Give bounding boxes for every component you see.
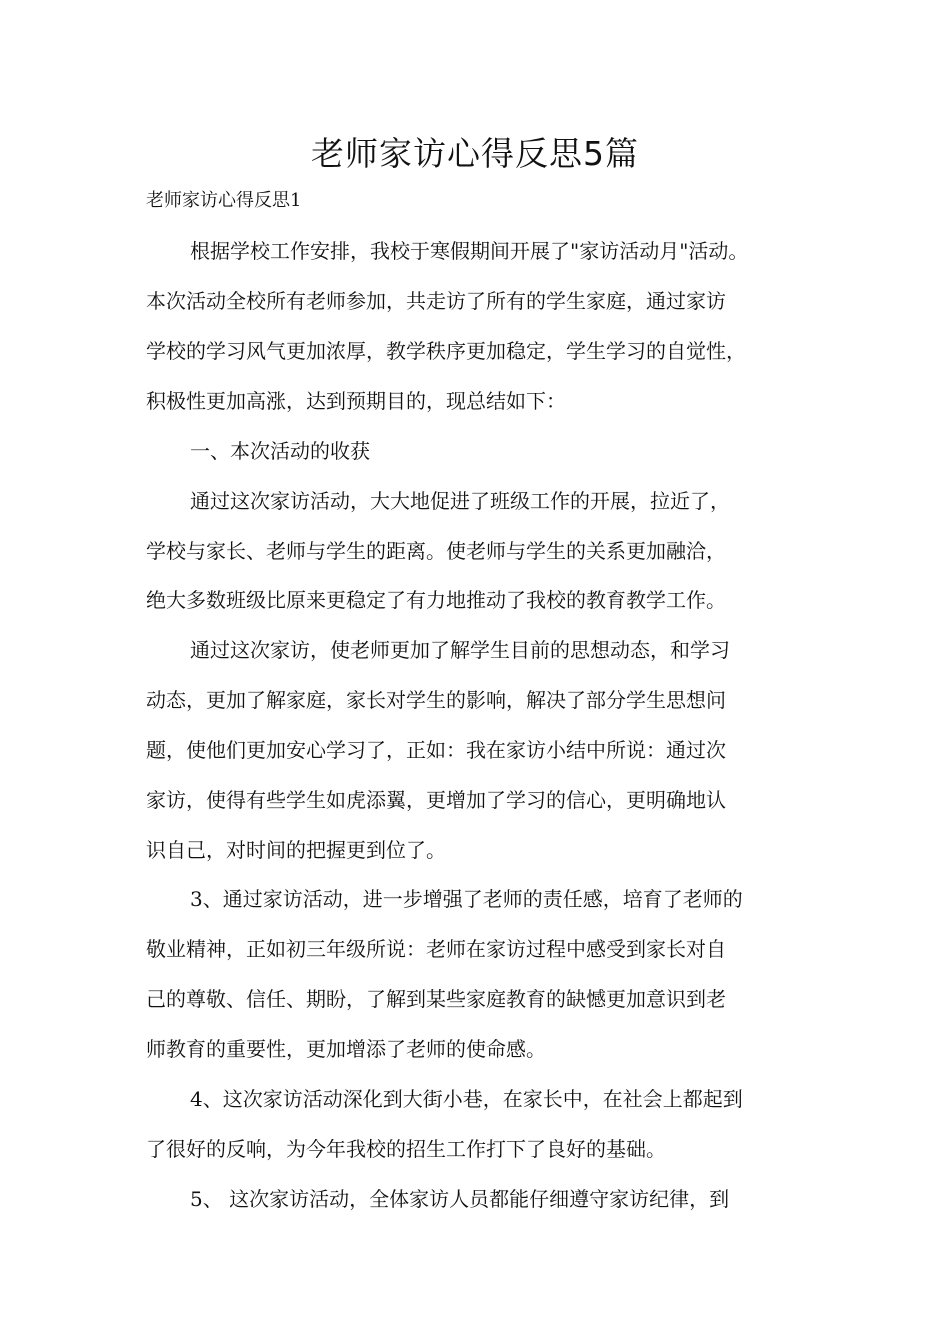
text-line: 学校与家长、老师与学生的距离。使老师与学生的关系更加融洽， [146, 539, 726, 563]
text-line: 敬业精神，正如初三年级所说：老师在家访过程中感受到家长对自 [146, 937, 726, 961]
text-line: 己的尊敬、信任、期盼，了解到某些家庭教育的缺憾更加意识到老 [146, 987, 726, 1011]
section-title: 老师家访心得反思1 [146, 190, 302, 211]
text-line: 题，使他们更加安心学习了，正如：我在家访小结中所说：通过次 [146, 738, 726, 762]
text-line: 师教育的重要性，更加增添了老师的使命感。 [146, 1037, 546, 1061]
text-line: 了很好的反响，为今年我校的招生工作打下了良好的基础。 [146, 1137, 666, 1161]
text-line: 动态，更加了解家庭，家长对学生的影响，解决了部分学生思想问 [146, 688, 726, 712]
text-line: 积极性更加高涨，达到预期目的，现总结如下： [146, 389, 566, 413]
text-line: 通过这次家访，使老师更加了解学生目前的思想动态，和学习 [190, 638, 730, 662]
text-line: 5、 这次家访活动，全体家访人员都能仔细遵守家访纪律，到 [190, 1187, 730, 1211]
subheading-line: 一、本次活动的收获 [190, 439, 370, 463]
text-line: 3、通过家访活动，进一步增强了老师的责任感，培育了老师的 [190, 887, 743, 911]
text-line: 学校的学习风气更加浓厚，教学秩序更加稳定，学生学习的自觉性， [146, 339, 746, 363]
text-line: 根据学校工作安排，我校于寒假期间开展了"家访活动月"活动。 [190, 239, 749, 263]
text-line: 绝大多数班级比原来更稳定了有力地推动了我校的教育教学工作。 [146, 588, 726, 612]
document-title: 老师家访心得反思5篇 [311, 134, 639, 173]
text-line: 识自己，对时间的把握更到位了。 [146, 838, 446, 862]
text-line: 通过这次家访活动，大大地促进了班级工作的开展，拉近了， [190, 489, 730, 513]
text-line: 本次活动全校所有老师参加，共走访了所有的学生家庭，通过家访 [146, 289, 726, 313]
text-line: 家访，使得有些学生如虎添翼，更增加了学习的信心，更明确地认 [146, 788, 726, 812]
text-line: 4、这次家访活动深化到大街小巷，在家长中，在社会上都起到 [190, 1087, 743, 1111]
